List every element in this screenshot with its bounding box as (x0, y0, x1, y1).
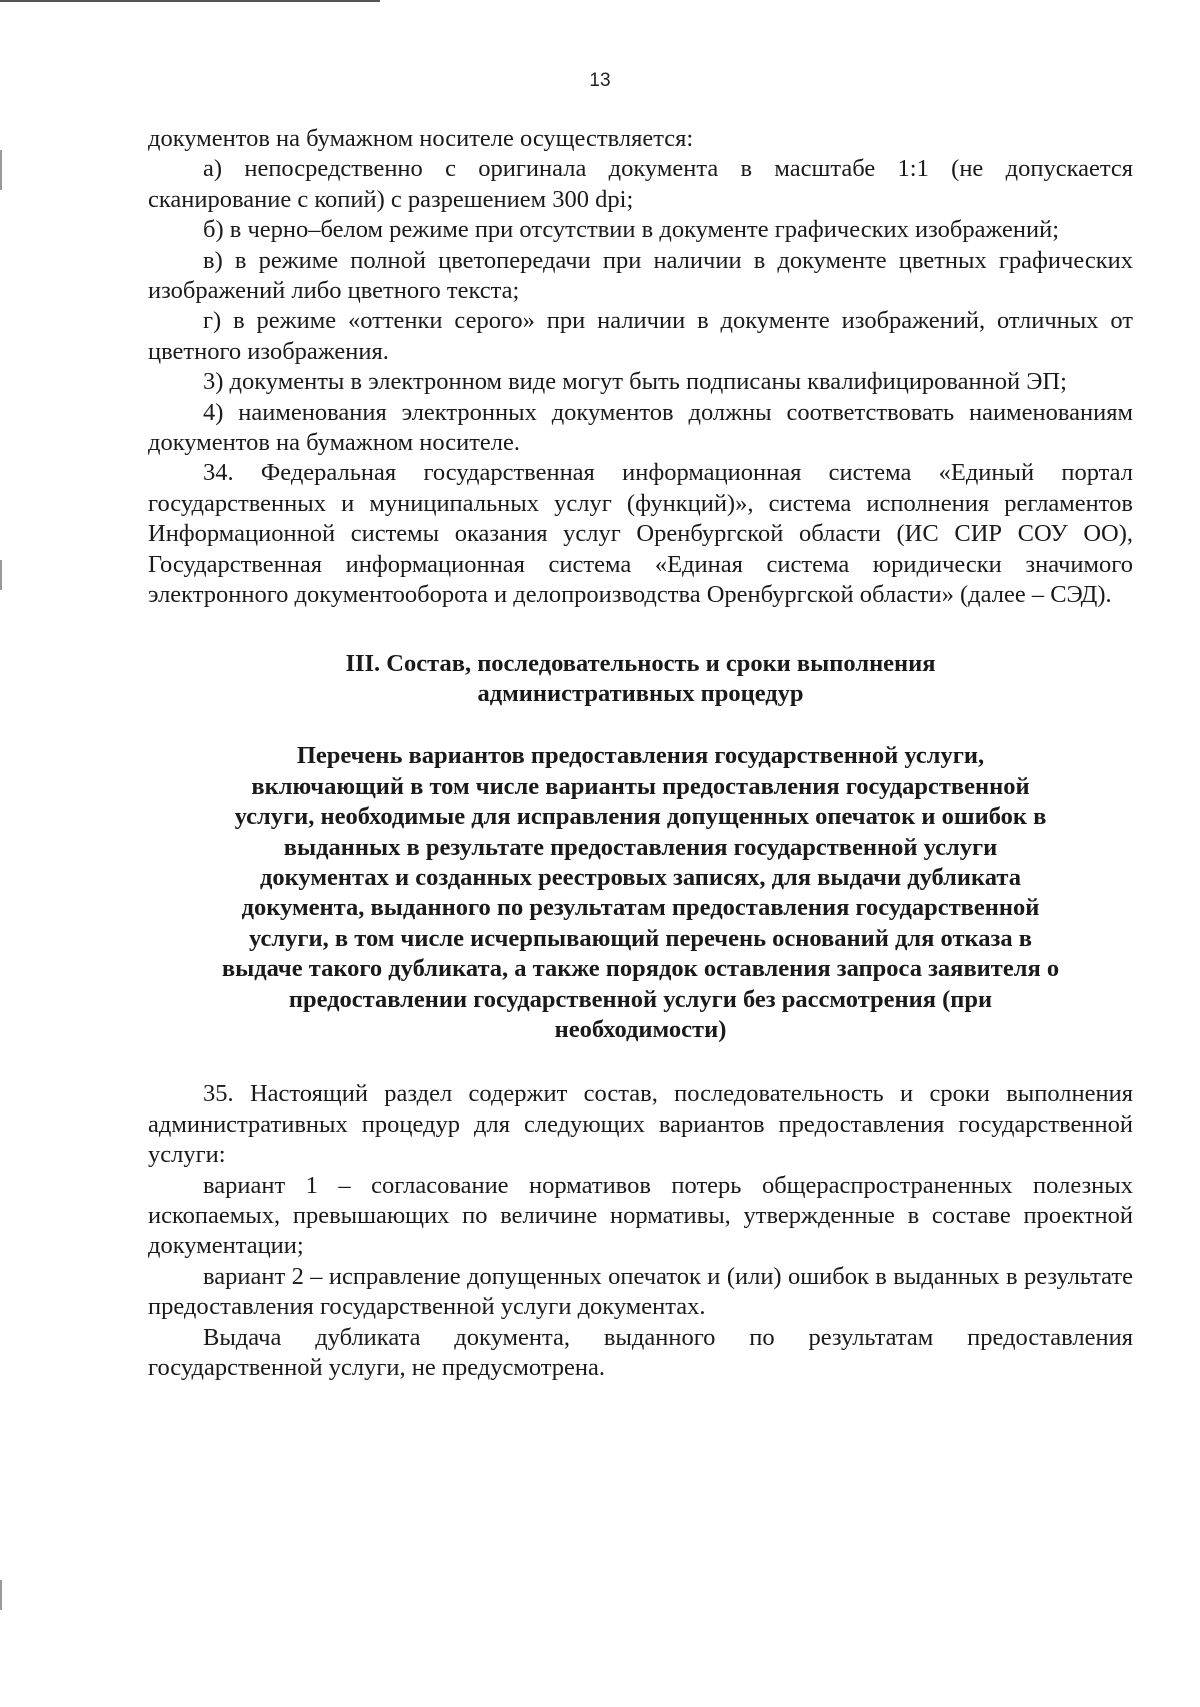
paragraph-continuation: документов на бумажном носителе осуществляется: (148, 125, 694, 152)
document-body (148, 124, 1133, 1383)
heading-line: Перечень вариантов предоставления государственной услуги, (296, 742, 985, 770)
heading-line: услуги, необходимые для исправления допущенных опечаток и ошибок в (234, 803, 1047, 831)
paragraph-variant-2: вариант 2 – исправление допущенных опечаток и (или) ошибок в выданных в результате предоставления государственной услуги документах. (148, 1262, 1133, 1321)
section-heading (148, 649, 1133, 710)
heading-line: включающий в том числе варианты предоставления государственной (251, 772, 1030, 800)
scan-edge-mark (0, 150, 2, 190)
scan-edge-mark (0, 1580, 2, 1610)
paragraph-item-3: 3) документы в электронном виде могут быть подписаны квалифицированной ЭП; (203, 368, 1067, 396)
paragraph-item-g: г) в режиме «оттенки серого» при наличии в документе изображений, отличных от цветного изображения. (148, 307, 1133, 365)
paragraph-35: 35. Настоящий раздел содержит состав, последовательность и сроки выполнения административных процедур для следующих вариантов предоставления государственной услуги: (148, 1080, 1133, 1169)
heading-line: предоставлении государственной услуги без рассмотрения (при (288, 985, 993, 1013)
paragraph-item-v: в) в режиме полной цветопередачи при наличии в документе цветных графических изображений либо цветного текста; (148, 246, 1133, 305)
paragraph-item-4: 4) наименования электронных документов должны соответствовать наименованиям документов на бумажном носителе. (148, 398, 1133, 457)
paragraph-duplicate: Выдача дубликата документа, выданного по результатам предоставления государственной услуги, не предусмотрена. (148, 1323, 1133, 1382)
heading-line: документа, выданного по результатам предоставления государственной (241, 894, 1040, 922)
paragraph-item-a: а) непосредственно с оригинала документа в масштабе 1:1 (не допускается сканирование с копий) с разрешением 300 dpi; (148, 155, 1133, 213)
heading-line: административных процедур (477, 679, 804, 707)
paragraph-34: 34. Федеральная государственная информационная система «Единый портал государственных и муниципальных услуг (функций)», система исполнения регламентов Информационной системы оказания услуг Оренбургской области (ИС СИР СОУ ОО), Государственная информационная система «Единая система юридически значимого электронного документооборота и делопроизводства Оренбургской области» (далее – СЭД). (148, 459, 1133, 609)
heading-line: документах и созданных реестровых записях, для выдачи дубликата (259, 863, 1021, 891)
paragraph-variant-1: вариант 1 – согласование нормативов потерь общераспространенных полезных ископаемых, превышающих по величине нормативы, утвержденные в составе проектной документации; (148, 1171, 1133, 1260)
heading-line: необходимости) (554, 1015, 727, 1043)
scan-edge-line (0, 0, 380, 2)
heading-line: выдаче такого дубликата, а также порядок оставления запроса заявителя о (221, 955, 1060, 983)
page-number: 13 (589, 70, 611, 91)
heading-line: III. Состав, последовательность и сроки выполнения (345, 649, 936, 677)
heading-line: выданных в результате предоставления государственной услуги (283, 833, 998, 861)
heading-line: услуги, в том числе исчерпывающий перечень оснований для отказа в (249, 924, 1032, 952)
scan-edge-mark (0, 560, 2, 590)
subsection-heading (148, 741, 1133, 1045)
paragraph-item-b: б) в черно–белом режиме при отсутствии в документе графических изображений; (203, 216, 1060, 244)
